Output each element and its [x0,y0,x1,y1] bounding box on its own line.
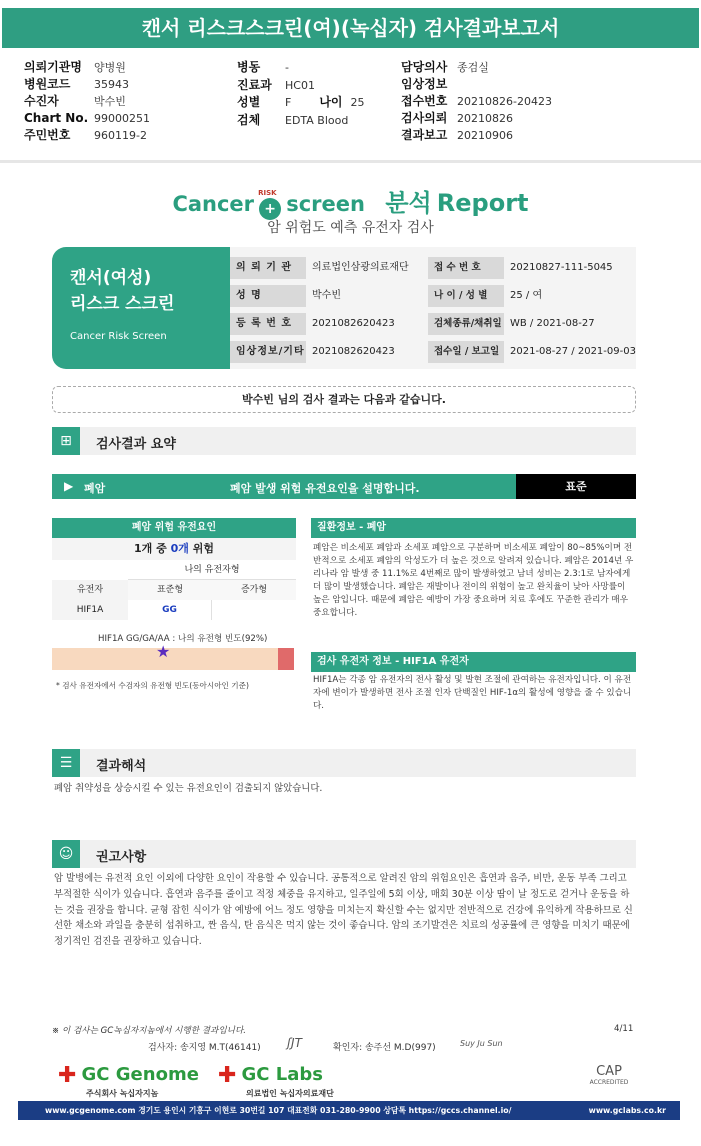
header-label: 병동 [237,60,261,74]
header-row [237,56,397,74]
header-row [401,90,661,107]
patient-info-table [230,247,636,369]
risk-count: 1개 중 0개 위험 [52,538,296,560]
header-value: 35943 [94,78,129,91]
header-value: 20210826-20423 [457,95,552,108]
header-value: 종검실 [457,61,489,74]
cap-accredited-logo: CAP ACCREDITED [589,1064,629,1086]
header-col3 [401,56,661,141]
info-value: 의료법인삼광의료재단 [312,262,409,273]
card-subtitle: Cancer Risk Screen [70,331,167,342]
plus-icon: + RISK [259,198,281,220]
info-label: 나 이 / 성 별 [428,285,504,307]
summary-bar: ▶ 폐암 폐암 발생 위험 유전요인을 설명합니다. [52,474,516,499]
frequency-bar [52,642,296,670]
header-value: 960119-2 [94,129,147,142]
info-value: 25 / 여 [510,290,543,301]
gene-info-text: HIF1A는 각종 암 유전자의 전사 활성 및 발현 조절에 관여하는 유전자입니다. 이 유전자에 변이가 발생하면 전사 조절 인자 단백질인 HIF-1α의 활성에 영향을 줄 수 있습니다. [313,675,632,711]
header-row [24,107,234,124]
card-title-1: 캔서(여성) [70,268,152,288]
header-value: 99000251 [94,112,150,125]
doctor-icon: ☺ [52,840,80,868]
header-label: 성별 [237,95,261,109]
header-label: 임상정보 [401,77,448,91]
info-value: WB / 2021-08-27 [510,318,595,329]
header-label: 접수번호 [401,94,448,108]
header-row [24,124,234,141]
info-label: 접수일 / 보고일 [428,341,504,363]
header-label: 병원코드 [24,77,71,91]
header-label: 결과보고 [401,128,448,142]
age-label: 나이 [319,95,343,109]
header-value: 박수빈 [94,95,126,108]
header-label: 검사의뢰 [401,111,448,125]
header-label: 진료과 [237,77,272,92]
info-label: 등 록 번 호 [230,313,306,335]
header-row [401,73,661,90]
header-col2 [237,56,397,126]
info-label: 검체종류/채취일 [428,313,504,335]
info-value: 2021-08-27 / 2021-09-03 [510,346,636,357]
gene-info-header: 검사 유전자 정보 - HIF1A 유전자 [311,652,636,672]
tester-signature: ʃJT [287,1036,302,1050]
footer-band: www.gcgenome.com 경기도 용인시 기흥구 이현로 30번길 107 대표전화 031-280-9900 상담톡 https://gccs.channel.io/ www.gclabs.co.kr [18,1101,680,1120]
header-row [24,90,234,107]
report-title: 캔서 리스크스크린(여)(녹십자) 검사결과보고서 [2,8,699,48]
confirmer-signature: Suy Ju Sun [460,1039,503,1048]
header-value: HC01 [285,78,315,92]
info-value: 20210827-111-5045 [510,262,613,273]
frequency-label: HIF1A GG/GA/AA : 나의 유전형 빈도(92%) [98,634,268,644]
info-label: 임상정보/기타 [230,341,306,363]
risk-level-badge: 표준 [516,474,636,499]
header-value: 20210906 [457,129,513,142]
header-label: 수진자 [24,94,59,108]
frequency-note: * 검사 유전자에서 수검자의 유전형 빈도(동아시아인 기준) [56,681,249,690]
gc-cross-icon: ✚ [58,1063,77,1088]
footer-note: ※ 이 검사는 GC녹십자지놈에서 시행한 결과입니다. [52,1026,246,1036]
tester: 검사자: 송지영 M.T(46141) [148,1043,261,1053]
header-row [237,109,397,127]
star-marker-icon: ★ [156,642,171,661]
gc-genome-logo: ✚ GC Genome 주식회사 녹십자지놈 [58,1063,199,1098]
disease-info-text: 폐암은 비소세포 폐암과 소세포 폐암으로 구분하며 비소세포 폐암이 80~85%이며 전반적으로 소세포 폐암의 악성도가 더 높은 것으로 알려져 있습니다. 폐암은 2014년 우리나라 암 발생 중 11.1%로 4번째로 많이 발생하였고 남녀 성비는 2.3:1로 남자에게 더 많이 발생했습니다. 폐암은 재발이나 전이의 위험이 높고 완치율이 낮아 사망률이 높은 암입니다. 때문에 폐암은 예방이 가장 중요하며 치료 후에도 꾸준한 관리가 매우 중요합니다. [313,543,634,618]
risk-table-header: 폐암 위험 유전요인 [52,518,296,538]
header-row [24,73,234,90]
header-row [24,56,234,73]
header-label: 담당의사 [401,60,448,74]
recommendation-section-header: ☺ 권고사항 [52,840,636,868]
add-folder-icon: ⊞ [52,427,80,455]
info-value: 2021082620423 [312,346,395,357]
info-value: 박수빈 [312,290,341,301]
header-value: EDTA Blood [285,113,349,127]
info-label: 성 명 [230,285,306,307]
divider [0,160,701,163]
disease-info-header: 질환정보 - 폐암 [311,518,636,538]
header-value: 양병원 [94,61,126,74]
genotype-table: 나의 유전자형 유전자 표준형 증가형 HIF1A GG [52,560,296,622]
header-value: 20210826 [457,112,513,125]
play-icon: ▶ [64,479,74,493]
summary-section-header: ⊞ 검사결과 요약 [52,427,636,455]
logo-subtitle: 암 위험도 예측 유전자 검사 [267,220,434,236]
header-label: 주민번호 [24,128,71,142]
clipboard-icon: ☰ [52,749,80,777]
info-value: 2021082620423 [312,318,395,329]
header-row [237,74,397,92]
header-row [401,107,661,124]
result-sentence: 박수빈 님의 검사 결과는 다음과 같습니다. [52,386,636,413]
confirmer: 확인자: 송주선 M.D(997) [333,1043,436,1053]
info-label: 의 뢰 기 관 [230,257,306,279]
recommendation-text: 암 발병에는 유전적 요인 이외에 다양한 요인이 작용할 수 있습니다. 공통적으로 알려진 암의 위험요인은 흡연과 음주, 비만, 운동 부족 그리고 부적절한 식이가 있습니다. 흡연과 음주를 줄이고 적정 체중을 유지하고, 일주일에 5회 이상, 매회 30분 이상 땀이 날 정도로 걷거나 운동을 하는 것을 권장을 합니다. 균형 잡힌 식이가 암 예방에 어느 정도 영향을 미치는지 확신할 수는 없지만 전반적으로 건강에 유익하게 작용하므로 신선한 채소와 과일을 충분히 섭취하고, 짠 음식, 탄 음식은 먹지 않는 것이 좋습니다. 암의 조기발견은 치료의 성공률에 큰 영향을 미치기 때문에 정기적인 검진을 권장하고 있습니다. [54,873,633,948]
header-label: 검체 [237,112,261,127]
info-label: 접 수 번 호 [428,257,504,279]
header-row [401,124,661,141]
interpretation-text: 폐암 취약성을 상승시킬 수 있는 유전요인이 검출되지 않았습니다. [54,783,323,794]
header-col1 [24,56,234,141]
header-value: - [285,61,289,74]
gc-labs-logo: ✚ GC Labs 의료법인 녹십자의료재단 [218,1063,334,1098]
age-value: 25 [350,96,365,109]
header-row [237,91,397,109]
page-number: 4/11 [614,1024,634,1034]
gc-cross-icon: ✚ [218,1063,237,1088]
header-row [401,56,661,73]
header-label: Chart No. [24,111,89,125]
cancer-risk-screen-logo: Cancer + RISK screen 분석 Report [0,183,701,220]
header-label: 의뢰기관명 [24,60,82,74]
card-title-2: 리스크 스크린 [70,294,175,314]
test-card [52,247,230,369]
interpretation-section-header: ☰ 결과해석 [52,749,636,777]
header-value: F [285,96,292,109]
